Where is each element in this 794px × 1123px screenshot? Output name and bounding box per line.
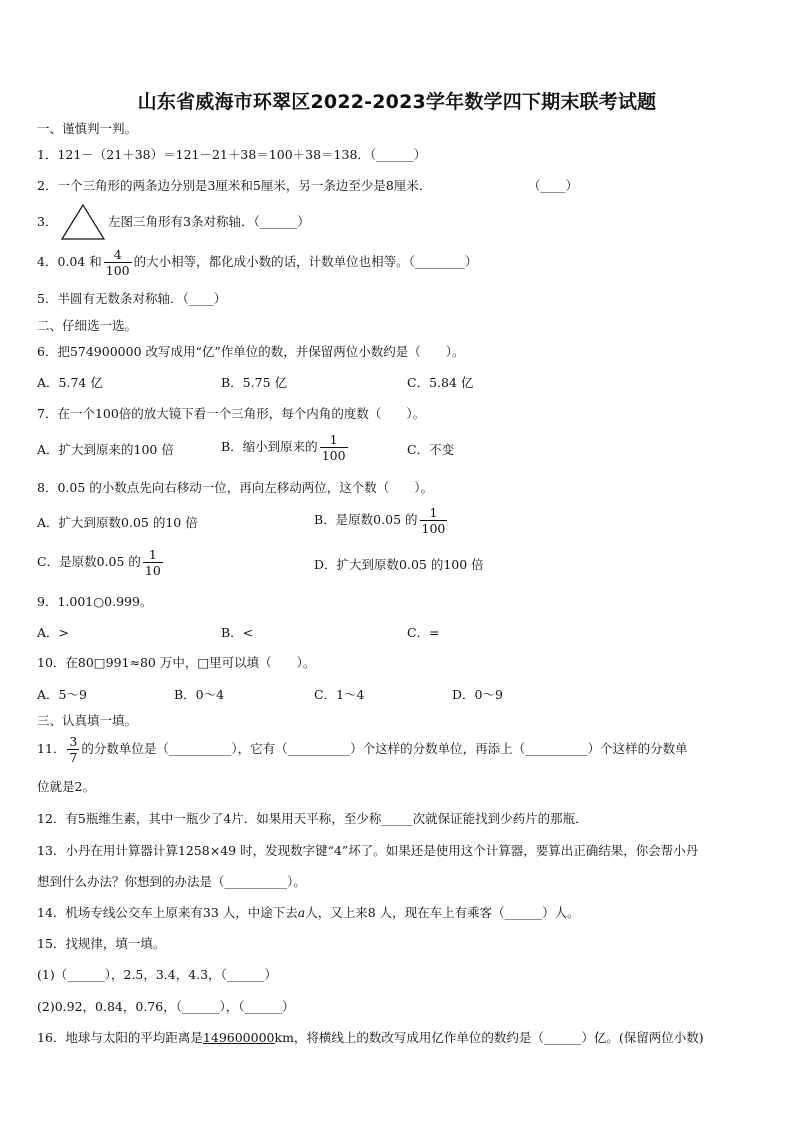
fraction-denominator: 7 [69, 750, 78, 765]
fraction-denominator: 10 [144, 563, 161, 578]
q6-option-a: A．5.74 亿 [37, 375, 103, 390]
question-2: 2．一个三角形的两条边分别是3厘米和5厘米，另一条边至少是8厘米． [37, 178, 432, 193]
q6-option-b: B．5.75 亿 [221, 375, 287, 390]
fraction-numerator: 1 [429, 505, 438, 520]
question-3: 左图三角形有3条对称轴．（______） [108, 214, 310, 229]
q9-option-a: A．> [37, 625, 70, 640]
q8-option-d: D．扩大到原数0.05 的100 倍 [314, 557, 484, 572]
question-4-text-b: 的大小相等，都化成小数的话，计数单位也相等。（________） [133, 254, 478, 269]
question-5: 5．半圆有无数条对称轴．（____） [37, 291, 227, 306]
question-12: 12．有5瓶维生素，其中一瓶少了4片．如果用天平称，至少称_____次就保证能找到少药片的那瓶． [37, 811, 588, 826]
question-16 [37, 1030, 704, 1046]
fraction-1-100 [320, 432, 348, 463]
question-14: 14．机场专线公交车上原来有33 人，中途下去𝑎人，又上来8 人，现在车上有乘客（______）人。 [37, 905, 580, 920]
q8-option-b-text: B．是原数0.05 的 [314, 512, 418, 527]
q10-option-b: B．0～4 [174, 687, 225, 702]
question-13-continued: 想到什么办法？你想到的办法是（__________）。 [37, 874, 306, 889]
question-10: 10．在80□991≈80 万中，□里可以填（ ）。 [37, 655, 316, 670]
q7-option-a: A．扩大到原来的100 倍 [37, 442, 174, 457]
q8-option-c-text: C．是原数0.05 的 [37, 554, 141, 569]
q10-option-d: D．0～9 [452, 687, 503, 702]
question-11-number: 11． [37, 741, 66, 756]
question-8: 8．0.05 的小数点先向右移动一位，再向左移动两位，这个数（ ）。 [37, 480, 434, 495]
q6-option-c: C．5.84 亿 [407, 375, 474, 390]
fraction-1-100 [420, 505, 448, 536]
q8-option-b [314, 505, 449, 536]
question-11-continued: 位就是2。 [37, 779, 95, 794]
question-4-text-a: 4．0.04 和 [37, 254, 102, 269]
fraction-denominator: 100 [105, 263, 130, 278]
question-6: 6．把574900000 改写成用“亿”作单位的数，并保留两位小数约是（ ）。 [37, 344, 465, 359]
page-title: 山东省威海市环翠区2022-2023学年数学四下期末联考试题 [137, 91, 657, 113]
section-heading-choose: 二、仔细选一选。 [37, 318, 138, 333]
q7-option-b-text: B．缩小到原来的 [221, 439, 318, 454]
question-15-part-1: (1)（______），2.5，3.4，4.3，（______） [37, 967, 277, 982]
fraction-4-100 [104, 247, 132, 278]
q7-option-c: C．不变 [407, 442, 455, 457]
q10-option-a: A．5～9 [37, 687, 87, 702]
question-1: 1．121－（21＋38）＝121－21＋38＝100＋38＝138．（______） [37, 147, 427, 162]
triangle-figure [60, 203, 106, 241]
question-4 [37, 247, 477, 278]
fraction-numerator: 1 [148, 547, 157, 562]
question-16-underlined-number: 149600000 [202, 1030, 275, 1045]
question-15: 15．找规律，填一填。 [37, 936, 166, 951]
question-15-part-2: (2)0.92，0.84，0.76，（______），（______） [37, 999, 295, 1014]
q8-option-a: A．扩大到原数0.05 的10 倍 [37, 515, 198, 530]
fraction-numerator: 1 [329, 432, 338, 447]
section-heading-fill: 三、认真填一填。 [37, 713, 138, 728]
question-13: 13．小丹在用计算器计算1258×49 时，发现数字键“4”坏了。如果还是使用这个计算器，要算出正确结果，你会帮小丹 [37, 843, 699, 858]
question-2-blank: （____） [528, 178, 579, 193]
question-11 [37, 734, 688, 765]
section-heading-judge: 一、谨慎判一判。 [37, 121, 138, 136]
q9-option-b: B．< [221, 625, 254, 640]
question-3-number: 3． [37, 214, 58, 229]
q10-option-c: C．1～4 [314, 687, 365, 702]
fraction-3-7 [67, 734, 79, 765]
fraction-denominator: 100 [321, 448, 346, 463]
question-7: 7．在一个100倍的放大镜下看一个三角形，每个内角的度数（ ）。 [37, 406, 426, 421]
fraction-denominator: 100 [421, 521, 446, 536]
fraction-numerator: 3 [69, 734, 78, 749]
question-16-text-b: km，将横线上的数改写成用亿作单位的数约是（______）亿。(保留两位小数) [274, 1030, 704, 1045]
q9-option-c: C．= [407, 625, 440, 640]
q7-option-b [221, 432, 350, 463]
question-11-text: 的分数单位是（__________），它有（__________）个这样的分数单位，再添上（__________）个这样的分数单 [81, 741, 688, 756]
fraction-numerator: 4 [113, 247, 122, 262]
question-16-text-a: 16．地球与太阳的平均距离是 [37, 1030, 203, 1045]
question-9: 9．1.001○0.999。 [37, 594, 153, 609]
fraction-1-10 [143, 547, 163, 578]
q8-option-c [37, 547, 165, 578]
